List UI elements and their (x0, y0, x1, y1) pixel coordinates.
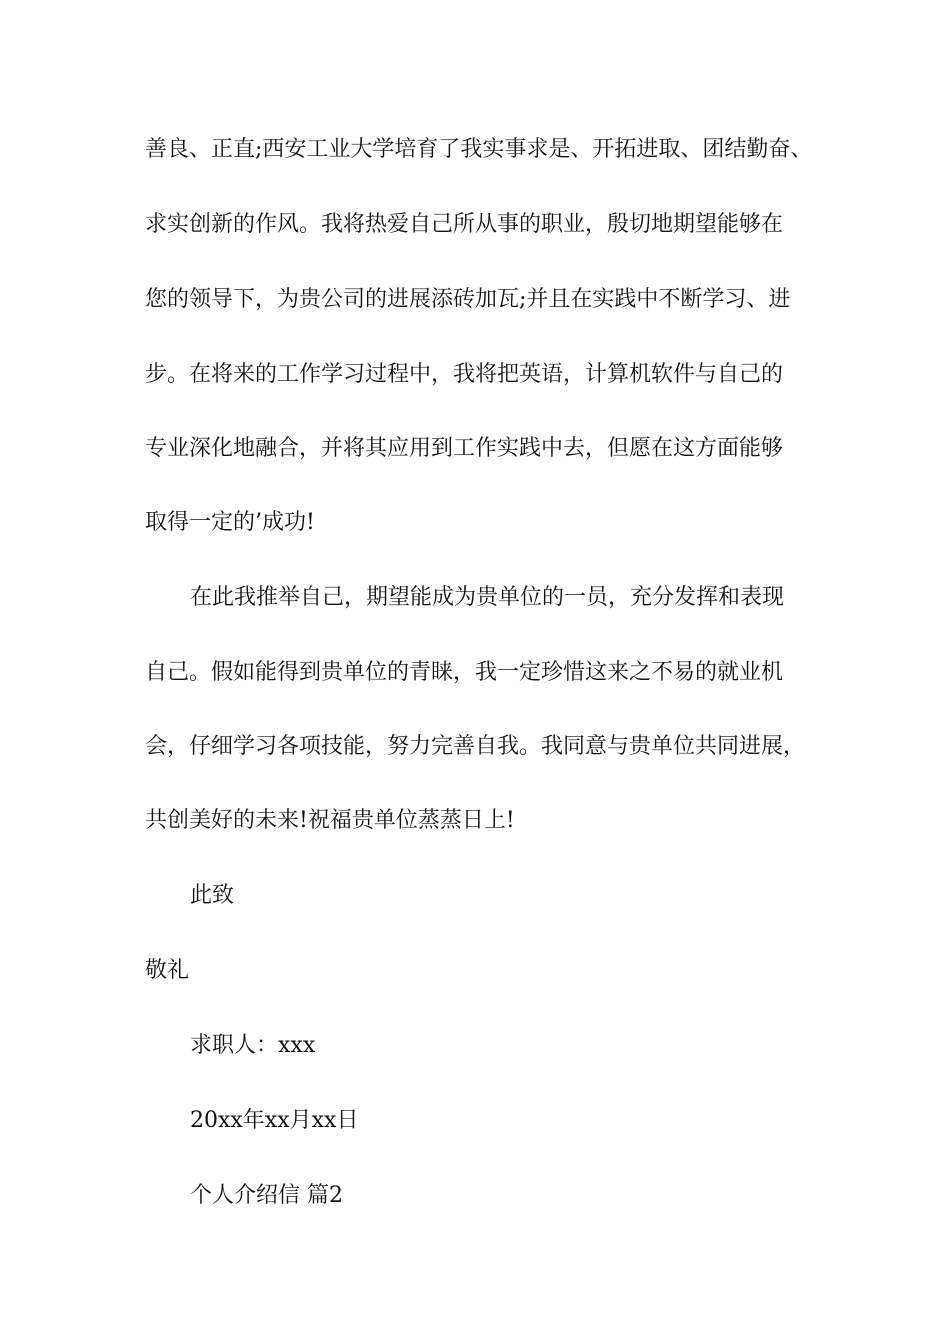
paragraph-line: 善良、正直;西安工业大学培育了我实事求是、开拓进取、团结勤奋、 (145, 137, 813, 162)
section-heading: 个人介绍信 篇2 (190, 1183, 343, 1208)
paragraph-line: 自己。假如能得到贵单位的青睐，我一定珍惜这来之不易的就业机 (145, 660, 784, 685)
signature-text: 求职人：xxx (190, 1033, 316, 1058)
paragraph-line: 您的领导下，为贵公司的进展添砖加瓦;并且在实践中不断学习、进 (145, 287, 791, 312)
paragraph-line: 专业深化地融合，并将其应用到工作实践中去，但愿在这方面能够 (145, 436, 784, 461)
salute-text: 敬礼 (145, 958, 190, 983)
closing-text: 此致 (190, 883, 235, 908)
paragraph-line: 取得一定的’成功! (145, 510, 315, 535)
paragraph-line: 会，仔细学习各项技能，努力完善自我。我同意与贵单位共同进展， (145, 734, 806, 759)
paragraph-line: 步。在将来的工作学习过程中，我将把英语，计算机软件与自己的 (145, 362, 784, 387)
paragraph-line: 共创美好的未来!祝福贵单位蒸蒸日上! (145, 808, 515, 833)
paragraph-line: 在此我推举自己，期望能成为贵单位的一员，充分发挥和表现 (190, 585, 785, 610)
paragraph-line: 求实创新的作风。我将热爱自己所从事的职业，殷切地期望能够在 (145, 212, 784, 237)
date-text: 20xx年xx月xx日 (190, 1108, 359, 1133)
